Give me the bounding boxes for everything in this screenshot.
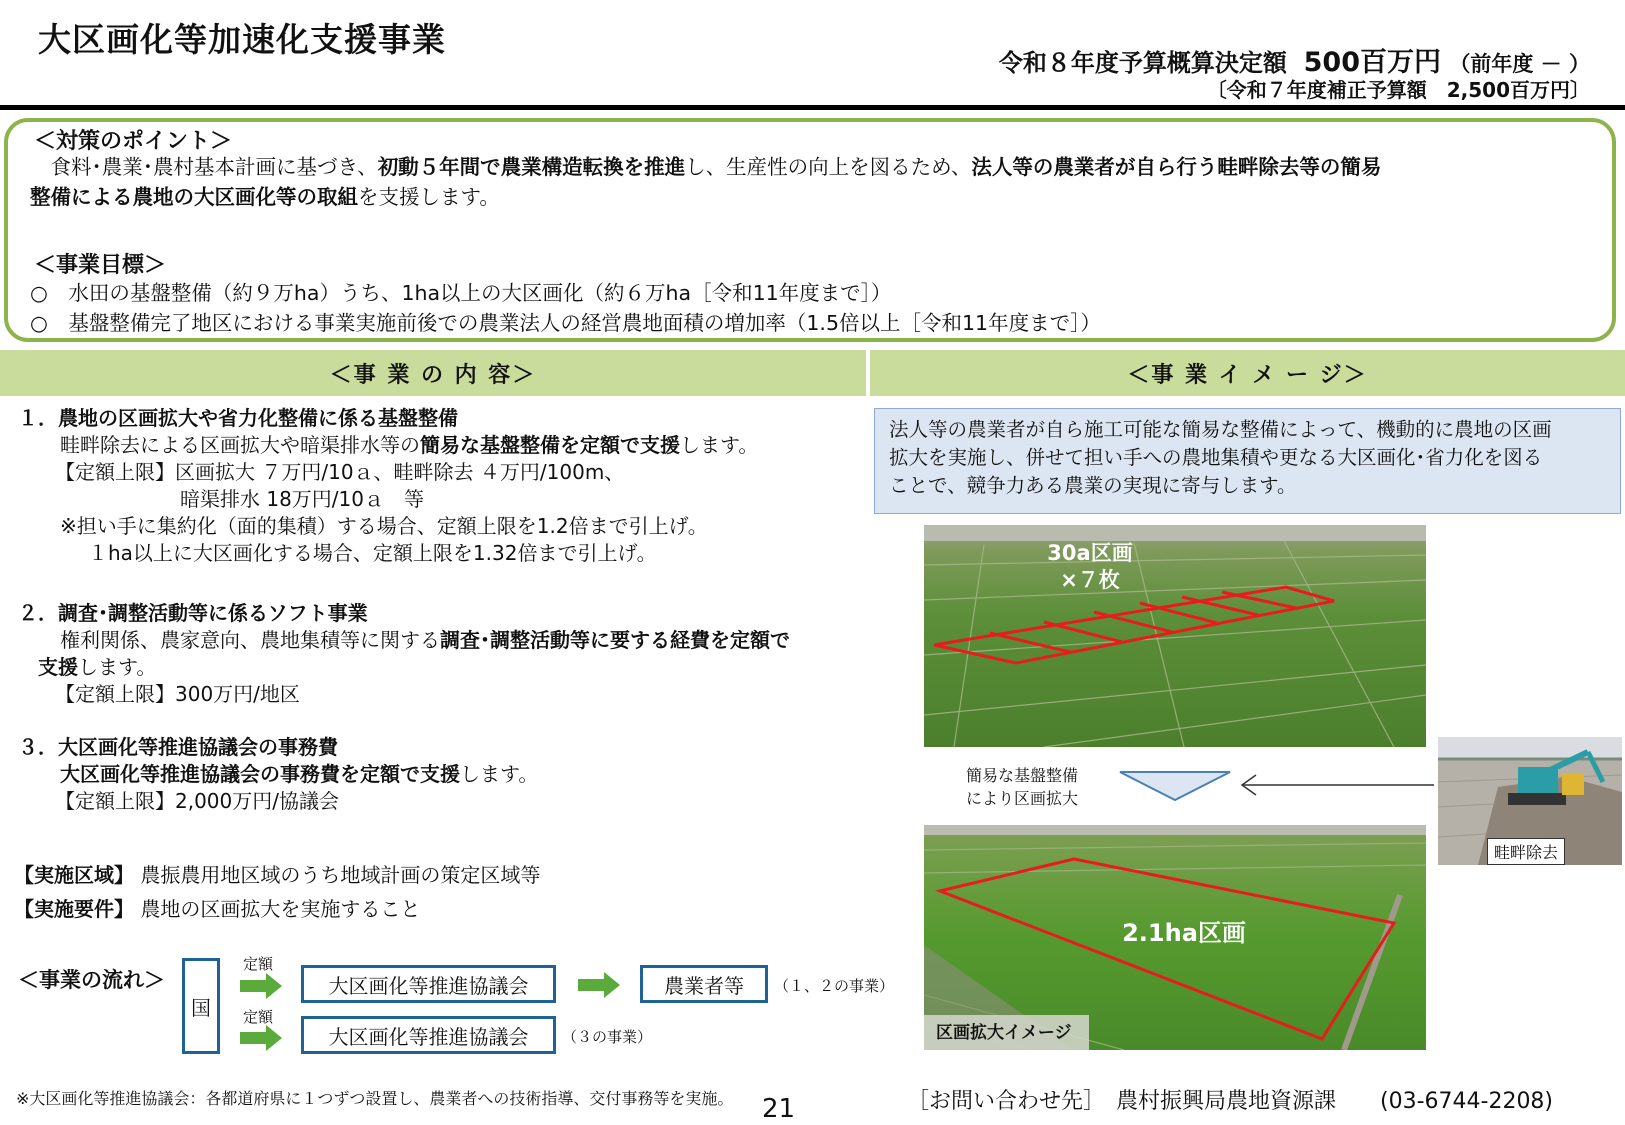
text-segment: し、生産性の向上を図るため、 bbox=[685, 155, 972, 179]
item2-line2 bbox=[38, 654, 156, 681]
flow-council-box-2 bbox=[301, 1016, 556, 1054]
flow-note-2: （３の事業） bbox=[562, 1028, 653, 1046]
text-segment: 権利関係、農家意向、農地集積等に関する bbox=[60, 628, 440, 652]
left-arrow bbox=[1238, 771, 1438, 799]
text-segment: 簡易な基盤整備を定額で支援 bbox=[420, 433, 680, 457]
header-divider bbox=[0, 105, 1625, 110]
photo-before-fields bbox=[924, 525, 1426, 747]
flow-council-label-1: 大区画化等推進協議会 bbox=[328, 973, 529, 998]
flow-arrow-3 bbox=[578, 972, 620, 998]
desc-line-3: ことで、競争力ある農業の実現に寄与します。 bbox=[889, 474, 1297, 497]
item3-line2: 【定額上限】2,000万円/協議会 bbox=[55, 789, 339, 813]
budget-prev: （前年度 － ） bbox=[1449, 52, 1590, 76]
item2-line3: 【定額上限】300万円/地区 bbox=[55, 682, 300, 706]
flow-arrow-1 bbox=[240, 973, 282, 999]
text-segment: 整備による農地の大区画化等の取組 bbox=[30, 185, 358, 209]
photo1-label-2: ×７枚 bbox=[1060, 568, 1120, 592]
item1-title: １．農地の区画拡大や省力化整備に係る基盤整備 bbox=[18, 406, 458, 430]
flow-note-1: （１、２の事業） bbox=[774, 977, 895, 995]
page-title: 大区画化等加速化支援事業 bbox=[38, 20, 446, 59]
item3-line1 bbox=[60, 761, 538, 788]
points-line1 bbox=[30, 152, 1381, 182]
flow-farmers-box bbox=[640, 965, 768, 1003]
supplementary-budget: 〔令和７年度補正予算額 2,500百万円〕 bbox=[1206, 78, 1590, 102]
footnote: ※大区画化等推進協議会：各都道府県に１つずつ設置し、農業者への技術指導、交付事務等を実施。 bbox=[16, 1089, 734, 1108]
item1-line3: 暗渠排水 18万円/10ａ 等 bbox=[180, 487, 424, 511]
flow-heading: ＜事業の流れ＞ bbox=[18, 968, 165, 992]
photo-after-field bbox=[924, 825, 1426, 1050]
points-heading: ＜対策のポイント＞ bbox=[34, 129, 233, 154]
item1-line4: ※担い手に集約化（面的集積）する場合、定額上限を1.2倍まで引上げ。 bbox=[60, 514, 708, 538]
image-description bbox=[874, 408, 1621, 514]
photo2-caption: 区画拡大イメージ bbox=[936, 1023, 1072, 1043]
flow-arrow-2 bbox=[240, 1025, 282, 1051]
text-segment: 支援 bbox=[38, 655, 78, 679]
flow-country-label: 国 bbox=[191, 995, 211, 1020]
goal-1: ○ 水田の基盤整備（約９万ha）うち、1ha以上の大区画化（約６万ha［令和11年度まで］） bbox=[30, 281, 892, 305]
item1-line1 bbox=[60, 432, 758, 459]
flow-farmers-label: 農業者等 bbox=[664, 973, 744, 998]
photo1-label-1: 30a区画 bbox=[1047, 541, 1133, 565]
budget-amount: 500百万円 bbox=[1303, 47, 1442, 78]
item3-title: ３．大区画化等推進協議会の事務費 bbox=[18, 735, 338, 759]
desc-line-1: 法人等の農業者が自ら施工可能な簡易な整備によって、機動的に農地の区画 bbox=[889, 418, 1552, 441]
content-section-header: ＜事 業 の 内 容＞ bbox=[0, 350, 866, 396]
flow-fixed-label-1: 定額 bbox=[243, 955, 274, 973]
flow-council-label-2: 大区画化等推進協議会 bbox=[328, 1024, 529, 1049]
down-triangle bbox=[1118, 770, 1232, 802]
item1-line5: １ha以上に大区画化する場合、定額上限を1.32倍まで引上げ。 bbox=[88, 541, 657, 565]
budget-label: 令和８年度予算概算決定額 bbox=[998, 49, 1287, 77]
implementation-area bbox=[14, 862, 540, 889]
image-section-header: ＜事 業 イ メ ー ジ＞ bbox=[870, 350, 1625, 396]
item2-line1 bbox=[60, 627, 790, 654]
photo2-label: 2.1ha区画 bbox=[1122, 919, 1246, 947]
contact-info: ［お問い合わせ先］ 農村振興局農地資源課 (03-6744-2208) bbox=[907, 1089, 1554, 1114]
text-segment: します。 bbox=[460, 762, 539, 786]
text-segment: 食料･農業･農村基本計画に基づき、 bbox=[30, 155, 378, 179]
arrow-label-2: により区画拡大 bbox=[966, 789, 1079, 808]
text-segment: 畦畔除去による区画拡大や暗渠排水等の bbox=[60, 433, 420, 457]
points-line2 bbox=[30, 182, 500, 212]
goals-heading: ＜事業目標＞ bbox=[34, 253, 167, 278]
req-label: 【実施要件】 bbox=[14, 897, 134, 921]
flow-fixed-label-2: 定額 bbox=[243, 1008, 274, 1026]
text-segment: 大区画化等推進協議会の事務費を定額で支援 bbox=[60, 762, 460, 786]
text-segment: 調査･調整活動等に要する経費を定額で bbox=[440, 628, 790, 652]
text-segment: を支援します。 bbox=[358, 185, 500, 209]
text-segment: します。 bbox=[680, 433, 759, 457]
text-segment: 初動５年間で農業構造転換を推進 bbox=[377, 155, 686, 179]
desc-line-2: 拡大を実施し、併せて担い手への農地集積や更なる大区画化･省力化を図る bbox=[889, 446, 1543, 469]
excavator-caption: 畦畔除去 bbox=[1487, 838, 1565, 865]
req-text: 農地の区画拡大を実施すること bbox=[140, 897, 421, 921]
area-text: 農振農用地区域のうち地域計画の策定区域等 bbox=[140, 863, 541, 887]
arrow-label bbox=[966, 764, 1078, 810]
text-segment: 法人等の農業者が自ら行う畦畔除去等の簡易 bbox=[971, 155, 1382, 179]
implementation-requirement bbox=[14, 896, 420, 923]
flow-council-box-1 bbox=[301, 965, 556, 1003]
area-label: 【実施区域】 bbox=[14, 863, 134, 887]
goal-2: ○ 基盤整備完了地区における事業実施前後での農業法人の経営農地面積の増加率（1.5倍以上［令和11年度まで］） bbox=[30, 311, 1101, 335]
arrow-label-1: 簡易な基盤整備 bbox=[966, 766, 1079, 785]
flow-country-box bbox=[182, 958, 220, 1054]
item1-line2: 【定額上限】区画拡大 ７万円/10ａ、畦畔除去 ４万円/100m、 bbox=[55, 460, 625, 484]
text-segment: します。 bbox=[78, 655, 157, 679]
item2-title: ２．調査･調整活動等に係るソフト事業 bbox=[18, 601, 368, 625]
page-number: 21 bbox=[762, 1094, 796, 1124]
